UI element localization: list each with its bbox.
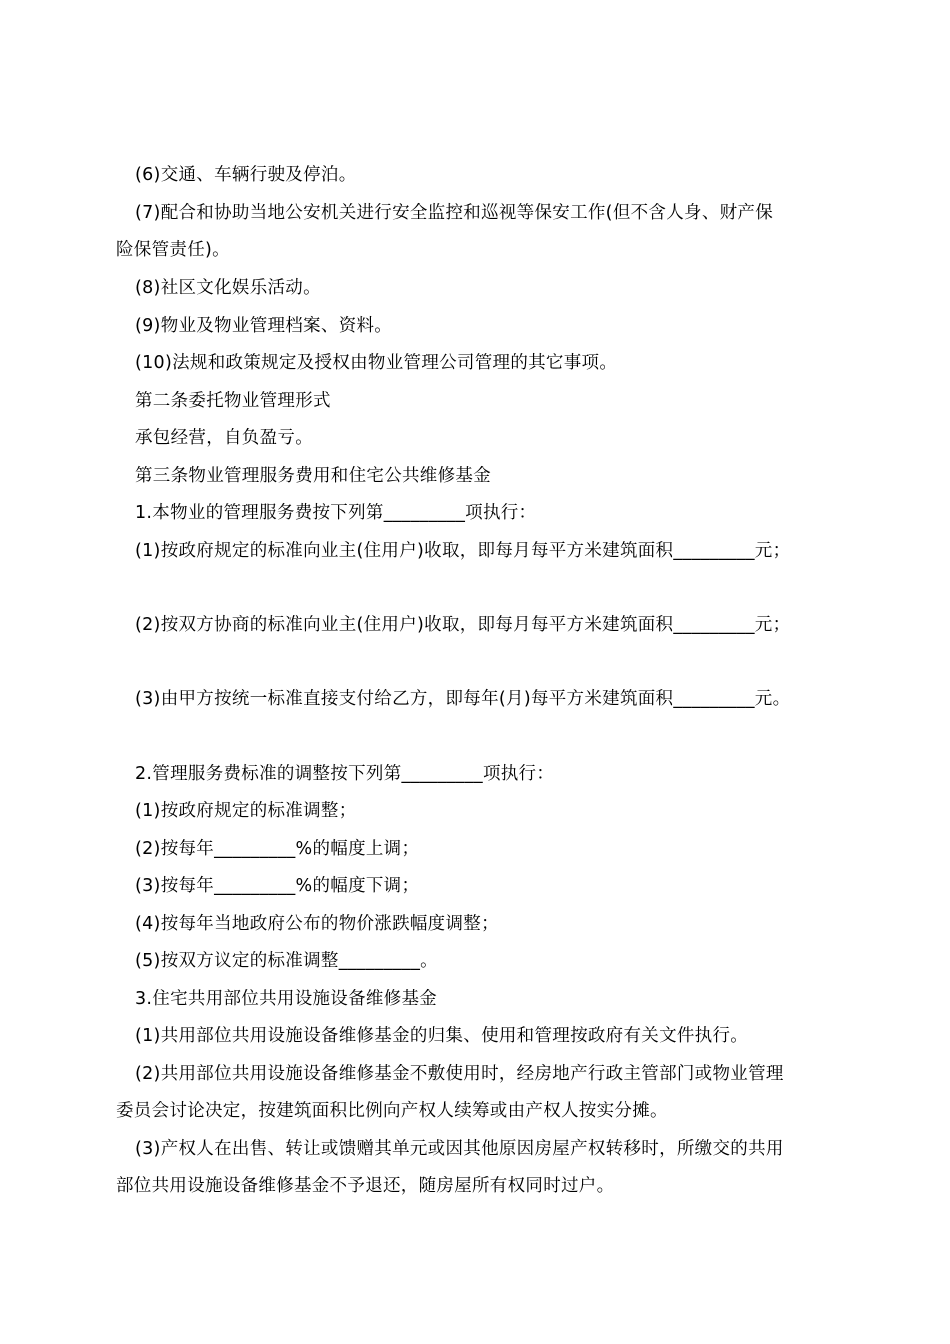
fee-option-3: (3)由甲方按统一标准直接支付给乙方，即每年(月)每平方米建筑面积_________元。 (135, 689, 791, 709)
section-1-heading: 1.本物业的管理服务费按下列第_________项执行： (135, 503, 537, 523)
adjust-option-4: (4)按每年当地政府公布的物价涨跌幅度调整； (135, 914, 499, 934)
section-3-heading: 3.住宅共用部位共用设施设备维修基金 (135, 989, 438, 1009)
adjust-option-2: (2)按每年_________%的幅度上调； (135, 839, 420, 859)
clause-item-8: (8)社区文化娱乐活动。 (135, 278, 321, 298)
article-3-heading: 第三条物业管理服务费用和住宅公共维修基金 (135, 466, 491, 486)
fee-option-1: (1)按政府规定的标准向业主(住用户)收取，即每月每平方米建筑面积_________元； (135, 541, 791, 561)
adjust-option-5: (5)按双方议定的标准调整_________。 (135, 951, 438, 971)
clause-item-7-line-2: 险保管责任)。 (116, 240, 230, 260)
fee-option-2: (2)按双方协商的标准向业主(住用户)收取，即每月每平方米建筑面积_________元； (135, 615, 791, 635)
clause-item-6: (6)交通、车辆行驶及停泊。 (135, 165, 357, 185)
adjust-option-3: (3)按每年_________%的幅度下调； (135, 876, 420, 896)
fund-item-1: (1)共用部位共用设施设备维修基金的归集、使用和管理按政府有关文件执行。 (135, 1026, 749, 1046)
adjust-option-1: (1)按政府规定的标准调整； (135, 801, 357, 821)
fund-item-2-line-2: 委员会讨论决定，按建筑面积比例向产权人续筹或由产权人按实分摊。 (116, 1101, 668, 1121)
fund-item-3-line-2: 部位共用设施设备维修基金不予退还，随房屋所有权同时过户。 (116, 1176, 615, 1196)
article-2-heading: 第二条委托物业管理形式 (135, 391, 331, 411)
clause-item-10: (10)法规和政策规定及授权由物业管理公司管理的其它事项。 (135, 353, 618, 373)
clause-item-7-line-1: (7)配合和协助当地公安机关进行安全监控和巡视等保安工作(但不含人身、财产保 (135, 203, 774, 223)
fund-item-2-line-1: (2)共用部位共用设施设备维修基金不敷使用时，经房地产行政主管部门或物业管理 (135, 1064, 784, 1084)
fund-item-3-line-1: (3)产权人在出售、转让或馈赠其单元或因其他原因房屋产权转移时，所缴交的共用 (135, 1139, 784, 1159)
clause-item-9: (9)物业及物业管理档案、资料。 (135, 316, 393, 336)
article-2-body: 承包经营，自负盈亏。 (135, 428, 313, 448)
section-2-heading: 2.管理服务费标准的调整按下列第_________项执行： (135, 764, 555, 784)
